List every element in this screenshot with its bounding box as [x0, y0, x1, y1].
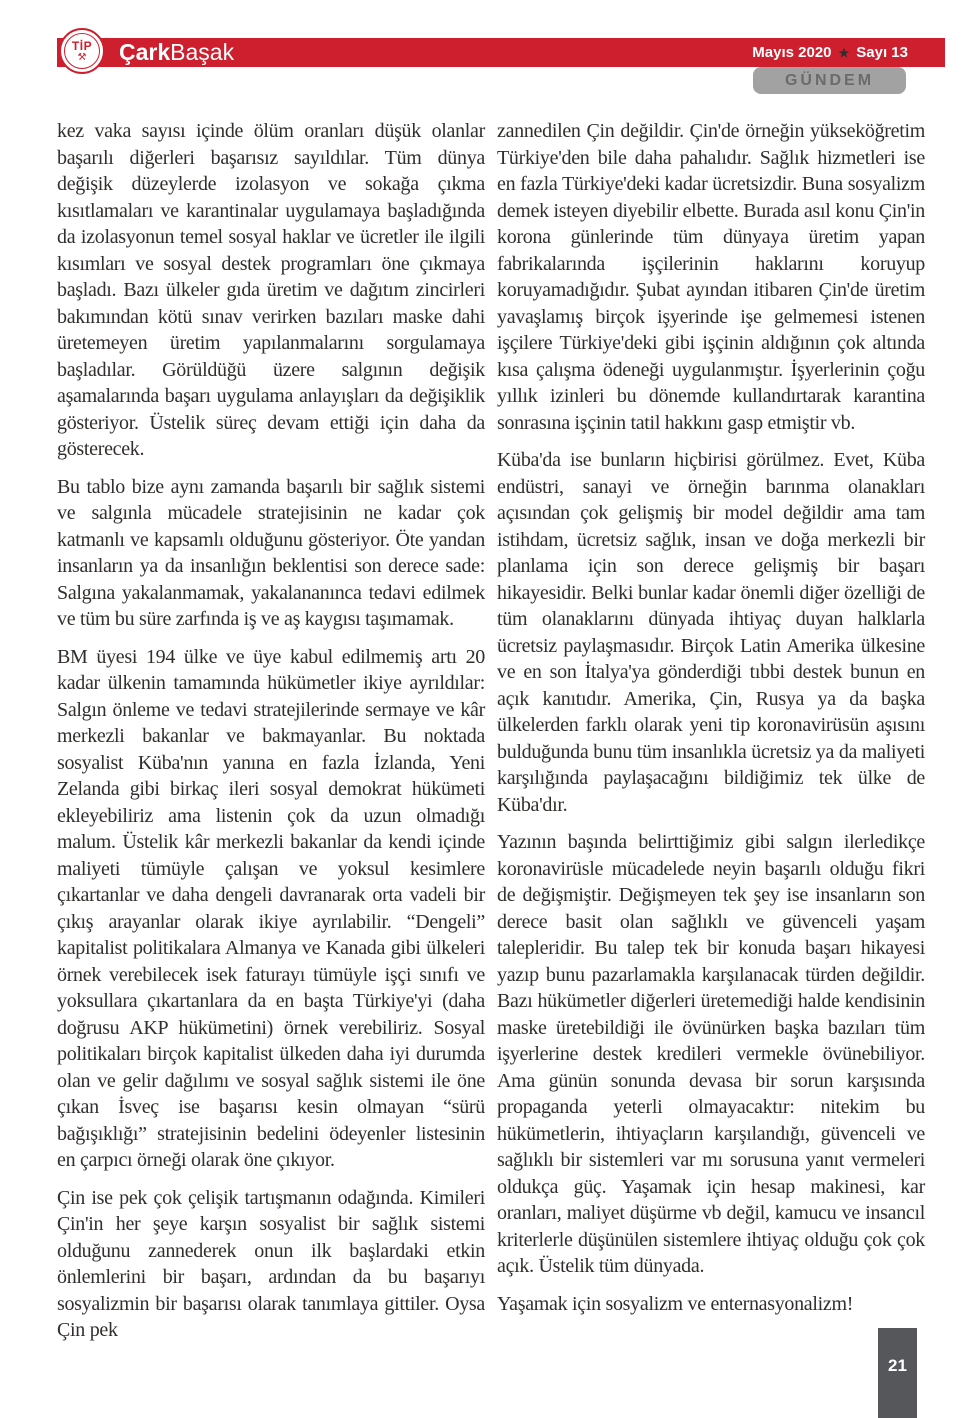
star-icon: ★	[838, 45, 850, 60]
article-paragraph: Küba'da ise bunların hiçbirisi görülmez. Evet, Küba endüstri, sanayi ve örneğin barınma olanakları açısından çok gelişmiş bir model değildir ama tam istihdam, ücretsiz sağlık, insan ve doğa merkezli bir planlama için son derece gelişmiş bir başarı hikayesidir. Belki bunlar kadar önemli diğer özelliği de tüm olanaklarını dünyada ihtiyaç duyan halklarla ücretsiz paylaşmasıdır. Birçok Latin Amerika ülkesine ve en son İtalya'ya gönderdiği tıbbi destek bunun en açık kanıtıdır. Amerika, Çin, Rusya ya da başka ülkelerden farklı olarak yeni tip koronavirüsün aşısını bulduğunda bunu tüm insanlıkla ücretsiz ya da maliyeti karşılığında paylaşacağını bildiğimiz tek ülke de Küba'dır.	[497, 449, 925, 816]
issue-info	[752, 44, 945, 61]
tip-logo-text: TİP	[71, 38, 93, 53]
header-bar	[57, 38, 945, 67]
masthead-title	[119, 41, 234, 64]
tip-party-logo	[59, 28, 105, 74]
article-paragraph: kez vaka sayısı içinde ölüm oranları düşük olanlar başarılı diğerleri başarısız sayıldılar. Tüm dünya değişik düzeylerde izolasyon ve sokağa çıkma kısıtlamaları ve karantinalar uygulamaya başladığında da izolasyonun temel sosyal haklar ve ücretler ile ilgili kısımları ve sosyal destek programları öne çıkmaya başladı. Bazı ülkeler gıda üretim ve dağıtım zincirleri bakımından kötü sınav verirken bazıları maske dahi üretemeyen üretim yapılanmalarını sorgulamaya başladılar. Görüldüğü üzere salgının değişik aşamalarında başarı uygulama anlayışları da değişiklik gösteriyor. Üstelik süreç devam ettiği için daha da gösterecek.	[57, 120, 485, 460]
tip-logo-ring	[64, 33, 100, 69]
article-paragraph: BM üyesi 194 ülke ve üye kabul edilmemiş artı 20 kadar ülkenin tamamında hükümetler ikiye ayrıldılar: Salgın önleme ve tedavi stratejilerinde sermaye ve kâr merkezli bakanlar ve bakmayanlar. Bu noktada sosyalist Küba'nın yanına en fazla İzlanda, Yeni Zelanda gibi birkaç ileri sosyal demokrat hükümeti ekleyebiliriz ama listenin çok da uzun olmadığı malum. Üstelik kâr merkezli bakanlar da kendi içinde maliyeti tümüyle çalışan ve yoksul kesimlere çıkartanlar ve daha dengeli davranarak orta vadeli bir çıkış arayanlar olarak ikiye ayrılabilir. “Dengeli” kapitalist politikalara Almanya ve Kanada gibi ülkeleri örnek verebilecek isek faturayı tümüyle işçi sınıfı ve yoksullara çıkartanlara da en başta Türkiye'yi (daha doğrusu AKP hükümetini) örnek verebiliriz. Sosyal politikaları birçok kapitalist ülkeden daha iyi durumda olan ve gelir dağılımı ve sosyal sağlık sistemi ile öne çıkan İsveç ise başarısı kesin olmayan “sürü bağışıklığı” stratejisinin bedelini ödeyenler listesinin en çarpıcı örneği olarak öne çıkıyor.	[57, 645, 485, 1171]
article-column-left	[57, 118, 485, 1355]
article-paragraph: zannedilen Çin değildir. Çin'de örneğin yükseköğretim Türkiye'den bile daha pahalıdır. Sağlık hizmetleri ise en fazla Türkiye'deki kadar ücretsizdir. Buna sosyalizm demek isteyen diyebilir elbette. Burada asıl konu Çin'in korona günlerinde tüm dünyaya üretim yapan fabrikalarında işçilerinin haklarını koruyup koruyamadığıdır. Şubat ayından itibaren Çin'de üretim yavaşlamış birçok işyerinde işe gelmemesi istenen işçilere Türkiye'deki gibi işçinin aldığının çok altında kısa çalışma ödeneği uygulanmıştır. İşyerlerinin çoğu yıllık izinleri bu dönemde kullandırtarak karantina sonrasına işçinin tatil hakkını gasp etmiştir vb.	[497, 120, 925, 434]
page-number-tab	[878, 1328, 917, 1418]
masthead-title-regular: Başak	[170, 39, 235, 65]
article-paragraph: Çin ise pek çok çelişik tartışmanın odağında. Kimileri Çin'in her şeye karşın sosyalist bir sağlık sistemi olduğunu zannederek onun ilk başlardaki etkin önlemlerini bir başarı, ardından da bu başarıyı sosyalizmin bir başarısı olarak tanımlaya gittiler. Oysa Çin pek	[57, 1186, 485, 1341]
page-number: 21	[888, 1356, 907, 1375]
section-badge: GÜNDEM	[753, 67, 906, 94]
issue-number: Sayı 13	[856, 44, 908, 61]
article-column-right	[497, 118, 925, 1355]
masthead-title-bold: Çark	[119, 39, 171, 65]
hammer-icon: ⚒	[77, 51, 87, 63]
article-paragraph: Yaşamak için sosyalizm ve enternasyonalizm!	[497, 1292, 854, 1315]
article-paragraph: Yazının başında belirttiğimiz gibi salgın ilerledikçe koronavirüsle mücadelede neyin başarılı olduğu fikri de değişmiştir. Değişmeyen tek şey ise insanların son derece basit olan sağlıklı ve güvenceli yaşam talepleridir. Bu talep tek bir konuda başarı hikayesi yazıp bunu pazarlamakla karşılanacak türden değildir. Bazı hükümetler diğerleri üretemediği halde kendisinin maske üretebildiği ile övünürken başka bazıları tüm işyerlerine destek kredileri vermekle övünebiliyor. Ama günün sonunda devasa bir sorun karşısında propaganda yeterli olmayacaktır: nitekim bu hükümetlerin, ihtiyaçların karşılandığı, güvenceli ve sağlıklı bir sistemleri var mı sorusuna yanıt vermeleri oldukça güç. Yaşamak için hesap makinesi, kar oranları, maliyet düşürme vb değil, kamucu ve insancıl kriterlerle düşünülen sistemlere ihtiyaç olduğu çok çok açık. Üstelik tüm dünyada.	[497, 831, 925, 1277]
article-body	[57, 118, 925, 1355]
issue-date: Mayıs 2020	[752, 44, 832, 61]
article-paragraph: Bu tablo bize aynı zamanda başarılı bir sağlık sistemi ve salgınla mücadele stratejisinin ne kadar çok katmanlı ve kapsamlı olduğunu gösteriyor. Öte yandan insanların ya da insanlığın beklentisi son derece sade: Salgına yakalanmamak, yakalananınca tedavi edilmek ve tüm bu süre zarfında iş ve aş kaygısı taşımamak.	[57, 475, 485, 630]
